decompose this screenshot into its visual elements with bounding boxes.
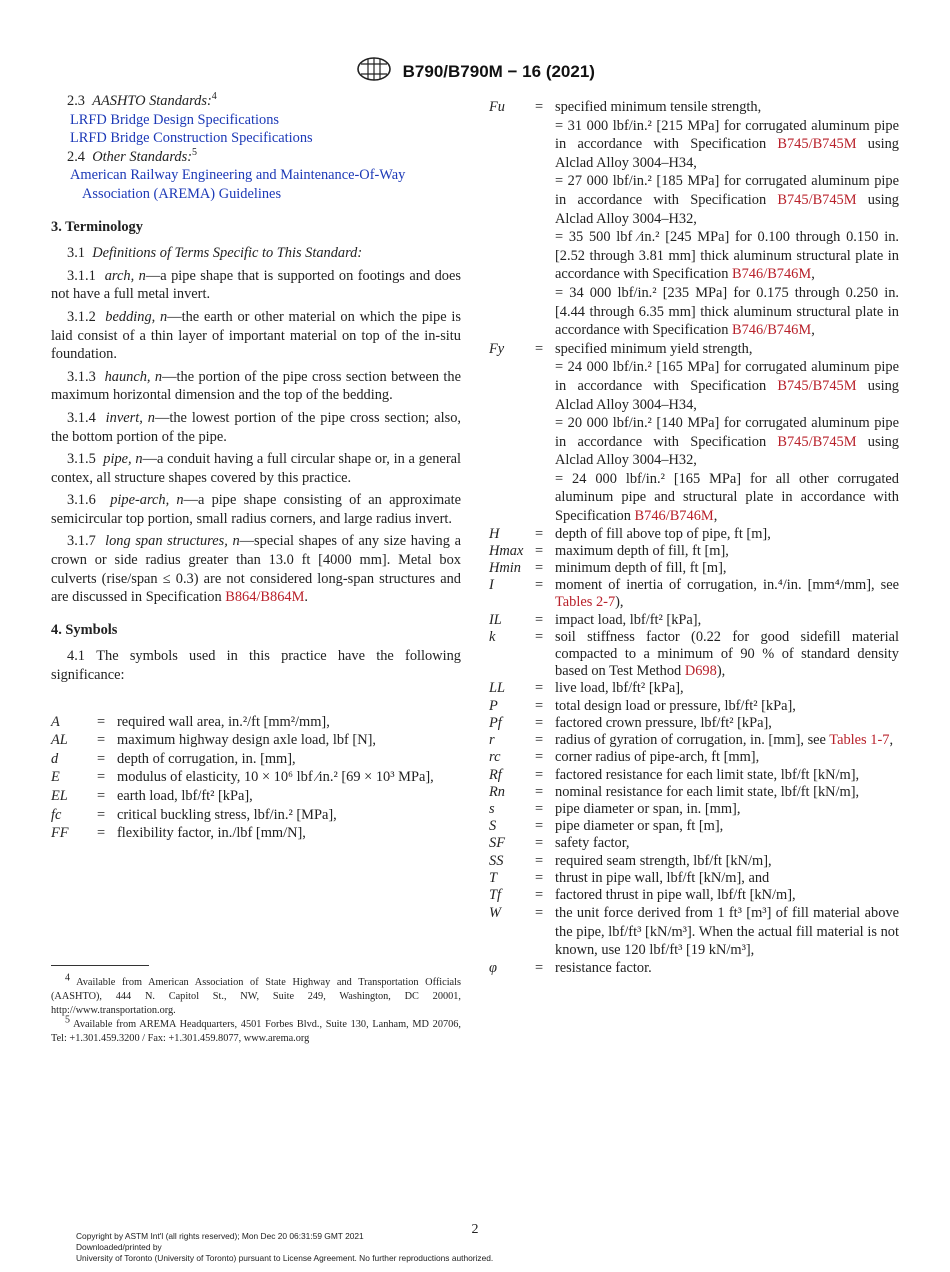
link-b746[interactable]: B746/B746M <box>634 508 714 525</box>
symbol-row: Pf = factored crown pressure, lbf/ft² [kPa], <box>489 714 772 731</box>
symbol-row: k = soil stiffness factor (0.22 for good sidefill material compacted to a minimum of 90 % of standard density based on Test Method D698), <box>489 628 899 680</box>
standard-designation: B790/B790M − 16 (2021) <box>402 61 595 81</box>
link-lrfd-design[interactable]: LRFD Bridge Design Specifications <box>70 111 280 128</box>
symbol-row: AL = maximum highway design axle load, lbf [N], <box>51 732 376 749</box>
left-symbol-list <box>51 713 461 843</box>
link-b746[interactable]: B746/B746M <box>732 322 812 339</box>
symbol-row: S = pipe diameter or span, ft [m], <box>489 818 724 835</box>
term-pipe: 3.1.5 pipe, n—a conduit having a full circular shape or, in a general contex, all structure shapes covered by this practice. <box>51 451 462 486</box>
symbol-row: EL = earth load, lbf/ft² [kPa], <box>51 788 253 804</box>
symbol-row: r = radius of gyration of corrugation, in. [mm], see Tables 1-7, <box>489 732 894 749</box>
aashto-links <box>51 111 461 148</box>
link-b745[interactable]: B745/B745M <box>777 136 857 153</box>
symbol-row: T = thrust in pipe wall, lbf/ft [kN/m], and <box>489 869 770 886</box>
section-4-1: 4.1 The symbols used in this practice have the following significance: <box>51 648 461 684</box>
symbol-row: W = the unit force derived from 1 ft³ [m³] of fill material above the pipe, lbf/ft³ [kN/m³]. When the actual fill material is not known, use 120 lbf/ft³ [19 kN/m³], <box>489 905 899 959</box>
link-b745[interactable]: B745/B745M <box>777 377 857 394</box>
terminology-heading: 3. Terminology <box>51 218 143 235</box>
symbol-row: I = moment of inertia of corrugation, in.⁴/in. [mm⁴/mm], see Tables 2-7), <box>489 577 899 611</box>
symbol-row: FF = flexibility factor, in./lbf [mm/N], <box>51 825 306 842</box>
footnote-4: $^4$ Available from American Association of State Highway and Transportation Officials (AASHTO), 444 N. Capitol St., NW, Suite 249, Washington, DC 20001, http://www.transportation.org. <box>51 972 461 1016</box>
term-haunch: 3.1.3 haunch, n—the portion of the pipe cross section between the maximum horizontal dimension and the top of the bedding. <box>51 368 461 404</box>
symbol-row: SF = safety factor, <box>489 835 630 852</box>
symbol-row: Hmax = maximum depth of fill, ft [m], <box>489 542 729 559</box>
section-3-1: 3.1 Definitions of Terms Specific to This Standard: <box>67 245 363 262</box>
footnote-5: $^5$ Available from AREMA Headquarters, 4501 Forbes Blvd., Suite 130, Lanham, MD 20706, Tel: +1.301.459.3200 / Fax: +1.301.459.8077, www.arema.org <box>51 1014 461 1044</box>
astm-logo-icon <box>355 56 393 88</box>
term-bedding: 3.1.2 bedding, n—the earth or other material on which the pipe is laid consist of a thin layer of important material on top of the in-situ foundation. <box>51 308 461 363</box>
term-long-span: 3.1.7 long span structures, n—special shapes of any size having a crown or side radius greater than 13.0 ft [4000 mm]. Metal box culverts (rise/span ≤ 0.3) are not considered long-span structures and are discussed in Specification B864/B864M. <box>51 533 461 606</box>
symbol-row: A = required wall area, in.²/ft [mm²/mm], <box>51 713 330 730</box>
link-b745[interactable]: B745/B745M <box>777 191 857 208</box>
term-invert: 3.1.4 invert, n—the lowest portion of the pipe cross section; also, the bottom portion of the pipe. <box>51 409 461 445</box>
arema-link[interactable]: American Railway Engineering and Maintenance-Of-Way Association (AREMA) Guidelines <box>70 167 406 202</box>
symbol-row: SS = required seam strength, lbf/ft [kN/m], <box>489 852 772 869</box>
right-column <box>489 98 899 977</box>
page-number: 2 <box>471 1222 479 1237</box>
link-tables-2-7[interactable]: Tables 2-7 <box>555 594 616 611</box>
symbol-row: H = depth of fill above top of pipe, ft [m], <box>489 525 771 542</box>
term-arch: 3.1.1 arch, n—a pipe shape that is supported on footings and does not have a full metal invert. <box>51 267 461 303</box>
left-column <box>51 91 462 1044</box>
symbol-row: P = total design load or pressure, lbf/ft² [kPa], <box>489 697 796 714</box>
copyright-notice: Copyright by ASTM Int'l (all rights reserved); Mon Dec 20 06:31:59 GMT 2021 Downloaded/printed by University of Toronto (University of Toronto) pursuant to License Agreement. No further reproductions authorized. <box>76 1231 494 1263</box>
link-d698[interactable]: D698 <box>684 663 717 680</box>
link-b864[interactable]: B864/B864M <box>225 589 305 606</box>
symbol-row: Hmin = minimum depth of fill, ft [m], <box>489 560 727 577</box>
section-2-4: 2.4 Other Standards:$^5$ <box>67 146 198 165</box>
section-2-3: 2.3 AASHTO Standards:$^4$ <box>67 91 217 109</box>
symbol-fy: Fy = specified minimum yield strength, = 24 000 lbf/in.² [165 MPa] for corrugated aluminum pipe in accordance with Specification B745/B745M using Alclad Alloy 3004–H34, = 20 000 lbf/in.² [140 MPa] for corrugated aluminum pipe in accordance with Specification B745/B745M using Alclad Alloy 3004–H32, = 24 000 lbf/in.² [165 MPa] for all other corrugated aluminum pipe and structural plate in accordance with Specification B746/B746M, <box>489 340 899 525</box>
footnotes <box>51 965 461 1046</box>
symbol-row: s = pipe diameter or span, in. [mm], <box>489 800 741 817</box>
symbol-row: φ = resistance factor. <box>489 959 652 976</box>
symbol-row: fc = critical buckling stress, lbf/in.² [MPa], <box>51 806 337 823</box>
symbol-row: Rf = factored resistance for each limit state, lbf/ft [kN/m], <box>489 766 860 783</box>
page-header <box>0 56 950 88</box>
term-pipe-arch: 3.1.6 pipe-arch, n—a pipe shape consisting of an approximate semicircular top portion, small radius corners, and large radius invert. <box>51 492 461 527</box>
symbol-fu: Fu = specified minimum tensile strength, = 31 000 lbf/in.² [215 MPa] for corrugated aluminum pipe in accordance with Specification B745/B745M using Alclad Alloy 3004–H34, = 27 000 lbf/in.² [185 MPa] for corrugated aluminum pipe in accordance with Specification B745/B745M using Alclad Alloy 3004–H32, = 35 500 lbf ⁄in.² [245 MPa] for 0.100 through 0.150 in. [2.52 through 3.81 mm] thick aluminum structural plate in accordance with Specification B746/B746M, = 34 000 lbf/in.² [235 MPa] for 0.175 through 0.250 in. [4.44 through 6.35 mm] thick aluminum structural plate in accordance with Specification B746/B746M, <box>489 99 899 339</box>
symbol-row: IL = impact load, lbf/ft² [kPa], <box>489 611 702 628</box>
footnote-rule <box>51 965 149 966</box>
link-b746[interactable]: B746/B746M <box>732 266 812 283</box>
symbol-row: E = modulus of elasticity, 10 × 10⁶ lbf ⁄in.² [69 × 10³ MPa], <box>51 769 434 786</box>
symbol-row: LL = live load, lbf/ft² [kPa], <box>489 680 684 697</box>
symbol-row: Tf = factored thrust in pipe wall, lbf/ft [kN/m], <box>489 886 796 903</box>
link-lrfd-construction[interactable]: LRFD Bridge Construction Specifications <box>70 130 313 147</box>
symbol-row: rc = corner radius of pipe-arch, ft [mm], <box>489 749 760 766</box>
symbols-heading: 4. Symbols <box>51 621 118 638</box>
symbol-row: d = depth of corrugation, in. [mm], <box>51 750 296 767</box>
symbol-row: Rn = nominal resistance for each limit state, lbf/ft [kN/m], <box>489 783 860 800</box>
right-symbol-list <box>489 526 899 977</box>
link-tables-1-7[interactable]: Tables 1-7 <box>829 732 890 749</box>
link-b745[interactable]: B745/B745M <box>777 433 857 450</box>
